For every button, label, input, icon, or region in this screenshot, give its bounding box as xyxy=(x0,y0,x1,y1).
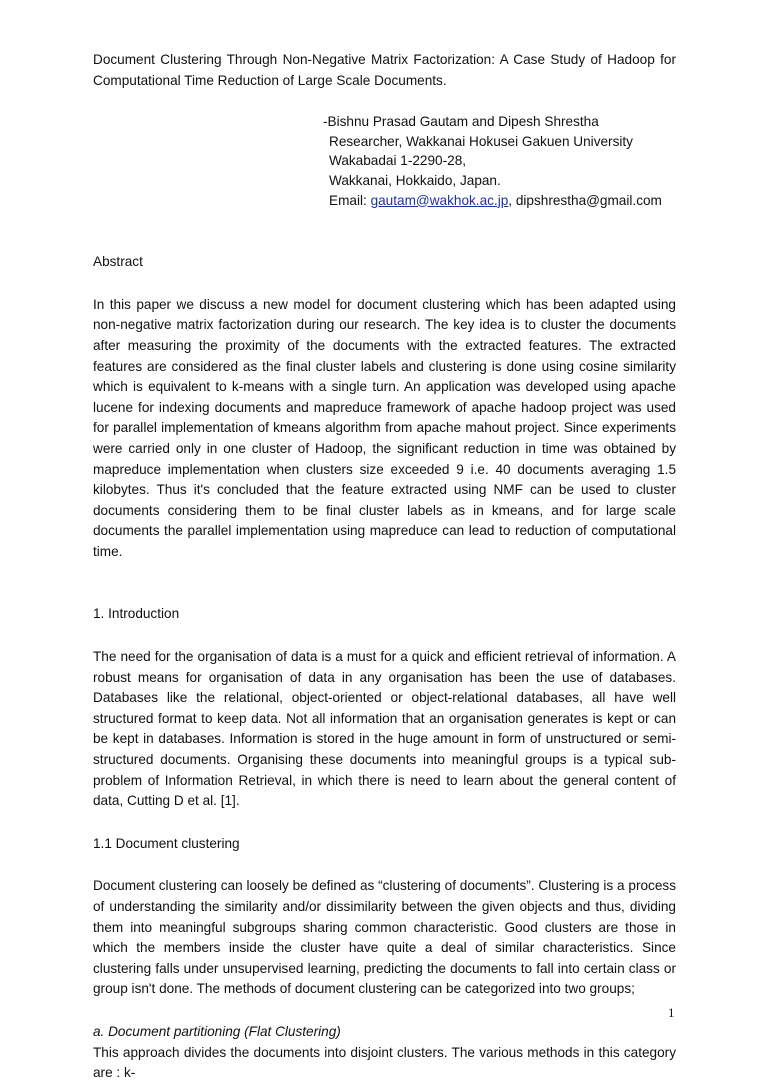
spacer xyxy=(93,625,676,647)
intro-text: The need for the organisation of data is a must for a quick and efficient retrieval of information. A robust means for organisation of data in any organisation has been the use of databases. Databases like the relational, object-oriented or object-relational databases, all have well structured format to keep data. Not all information that an organisation generates is kept or can be kept in databases. Information is stored in the huge amount in form of unstructured or semi-structured documents. Organising these documents into meaningful groups is a typical sub-problem of Information Retrieval, in which there is need to learn about the general content of data, Cutting D et al. [1]. xyxy=(93,649,676,809)
email-rest: , dipshrestha@gmail.com xyxy=(508,192,662,208)
spacer xyxy=(93,854,676,876)
author-email-line xyxy=(323,191,676,211)
abstract-heading: Abstract xyxy=(93,254,143,270)
spacer xyxy=(93,562,676,604)
paper-content xyxy=(93,50,676,1084)
spacer xyxy=(93,812,676,834)
section-1-1-text: Document clustering can loosely be defined as “clustering of documents”. Clustering is a process of understanding the similarity and/or dissimilarity between the given objects and thus, dividing them into meaningful subgroups sharing common characteristic. Good clusters are those in which the members inside the cluster have quite a deal of similar characteristics. Since clustering falls under unsupervised learning, predicting the documents to fall into certain class or group isn't done. The methods of document clustering can be categorized into two groups; xyxy=(93,878,676,997)
page-number: 1 xyxy=(668,1005,675,1020)
author-block xyxy=(323,112,676,210)
section-1-1-heading: 1.1 Document clustering xyxy=(93,835,240,851)
abstract-text: In this paper we discuss a new model for document clustering which has been adapted using non-negative matrix factorization during our research. The key idea is to cluster the documents after measuring the proximity of the documents with the extracted features. The extracted features are considered as the final cluster labels and clustering is done using cosine similarity which is equivalent to k-means with a single turn. An application was developed using apache lucene for indexing documents and mapreduce framework of apache hadoop project was used for parallel implementation of kmeans algorithm from apache mahout project. Since experiments were carried only in one cluster of Hadoop, the significant reduction in time was obtained by mapreduce implementation when clusters size exceeded 9 i.e. 40 documents averaging 1.5 kilobytes. Thus it's concluded that the feature extracted using NMF can be used to cluster documents considering them to be final cluster labels as in kmeans, and for large scale documents the parallel implementation using mapreduce can lead to reduction of computational time. xyxy=(93,296,676,559)
author-address-line2: Wakkanai, Hokkaido, Japan. xyxy=(329,172,501,188)
paper-title: Document Clustering Through Non-Negative Matrix Factorization: A Case Study of Hadoop for Computational Time Reduction of Large Scale Documents. xyxy=(93,52,676,88)
spacer xyxy=(93,1000,676,1022)
author-names: -Bishnu Prasad Gautam and Dipesh Shrestha xyxy=(323,114,599,130)
email-label: Email: xyxy=(329,192,367,208)
subsection-a-heading: a. Document partitioning (Flat Clustering) xyxy=(93,1023,341,1039)
spacer xyxy=(93,210,676,252)
intro-heading: 1. Introduction xyxy=(93,606,180,622)
author-address-line1: Wakabadai 1-2290-28, xyxy=(329,153,467,169)
email-link[interactable]: gautam@wakhok.ac.jp xyxy=(370,192,509,208)
author-affiliation: Researcher, Wakkanai Hokusei Gakuen University xyxy=(329,133,633,149)
spacer xyxy=(93,273,676,295)
subsection-a-text: This approach divides the documents into disjoint clusters. The various methods in this category are : k- xyxy=(93,1044,676,1081)
